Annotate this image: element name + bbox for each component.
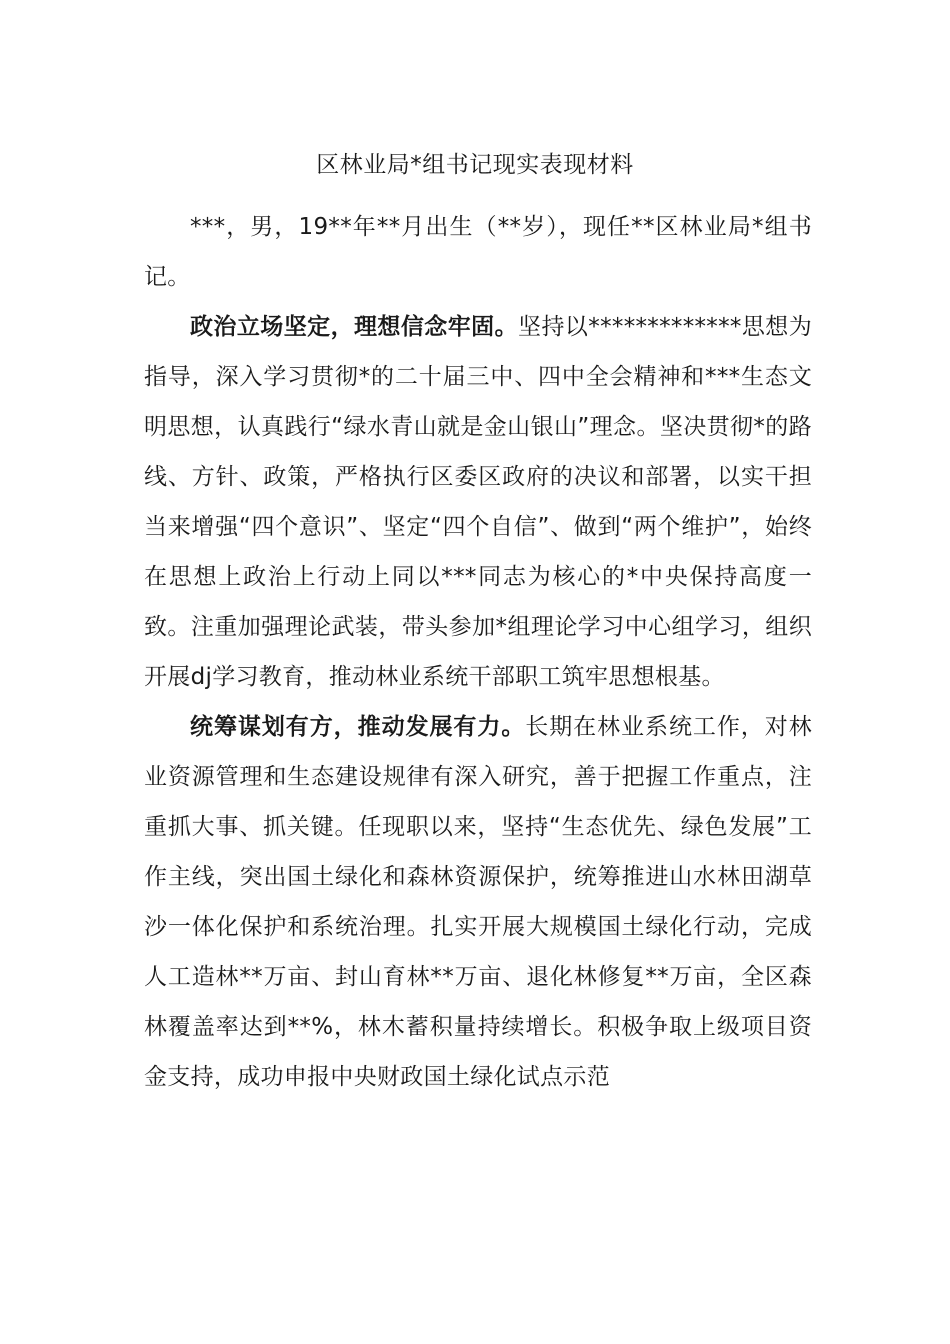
paragraph-political-stance xyxy=(144,302,812,702)
paragraph-text: ***，男，19**年**月出生（**岁），现任**区林业局*组书记。 xyxy=(144,214,812,290)
paragraph-intro xyxy=(144,202,812,302)
paragraph-planning xyxy=(144,702,812,1102)
paragraph-lead: 统筹谋划有方，推动发展有力。 xyxy=(190,714,526,740)
document-body xyxy=(144,202,812,1102)
document-title: 区林业局*组书记现实表现材料 xyxy=(316,152,634,178)
paragraph-text: 坚持以*************思想为指导，深入学习贯彻*的二十届三中、四中全会精神和***生态文明思想，认真践行“绿水青山就是金山银山”理念。坚决贯彻*的路线、方针、政策，严格执行区委区政府的决议和部署，以实干担当来增强“四个意识”、坚定“四个自信”、做到“两个维护”，始终在思想上政治上行动上同以***同志为核心的*中央保持高度一致。注重加强理论武装，带头参加*组理论学习中心组学习，组织开展dj学习教育，推动林业系统干部职工筑牢思想根基。 xyxy=(144,314,812,690)
paragraph-lead: 政治立场坚定，理想信念牢固。 xyxy=(190,314,519,340)
paragraph-text: 长期在林业系统工作，对林业资源管理和生态建设规律有深入研究，善于把握工作重点，注重抓大事、抓关键。任现职以来，坚持“生态优先、绿色发展”工作主线，突出国土绿化和森林资源保护，统筹推进山水林田湖草沙一体化保护和系统治理。扎实开展大规模国土绿化行动，完成人工造林**万亩、封山育林**万亩、退化林修复**万亩，全区森林覆盖率达到**%，林木蓄积量持续增长。积极争取上级项目资金支持，成功申报中央财政国土绿化试点示范 xyxy=(144,714,812,1090)
